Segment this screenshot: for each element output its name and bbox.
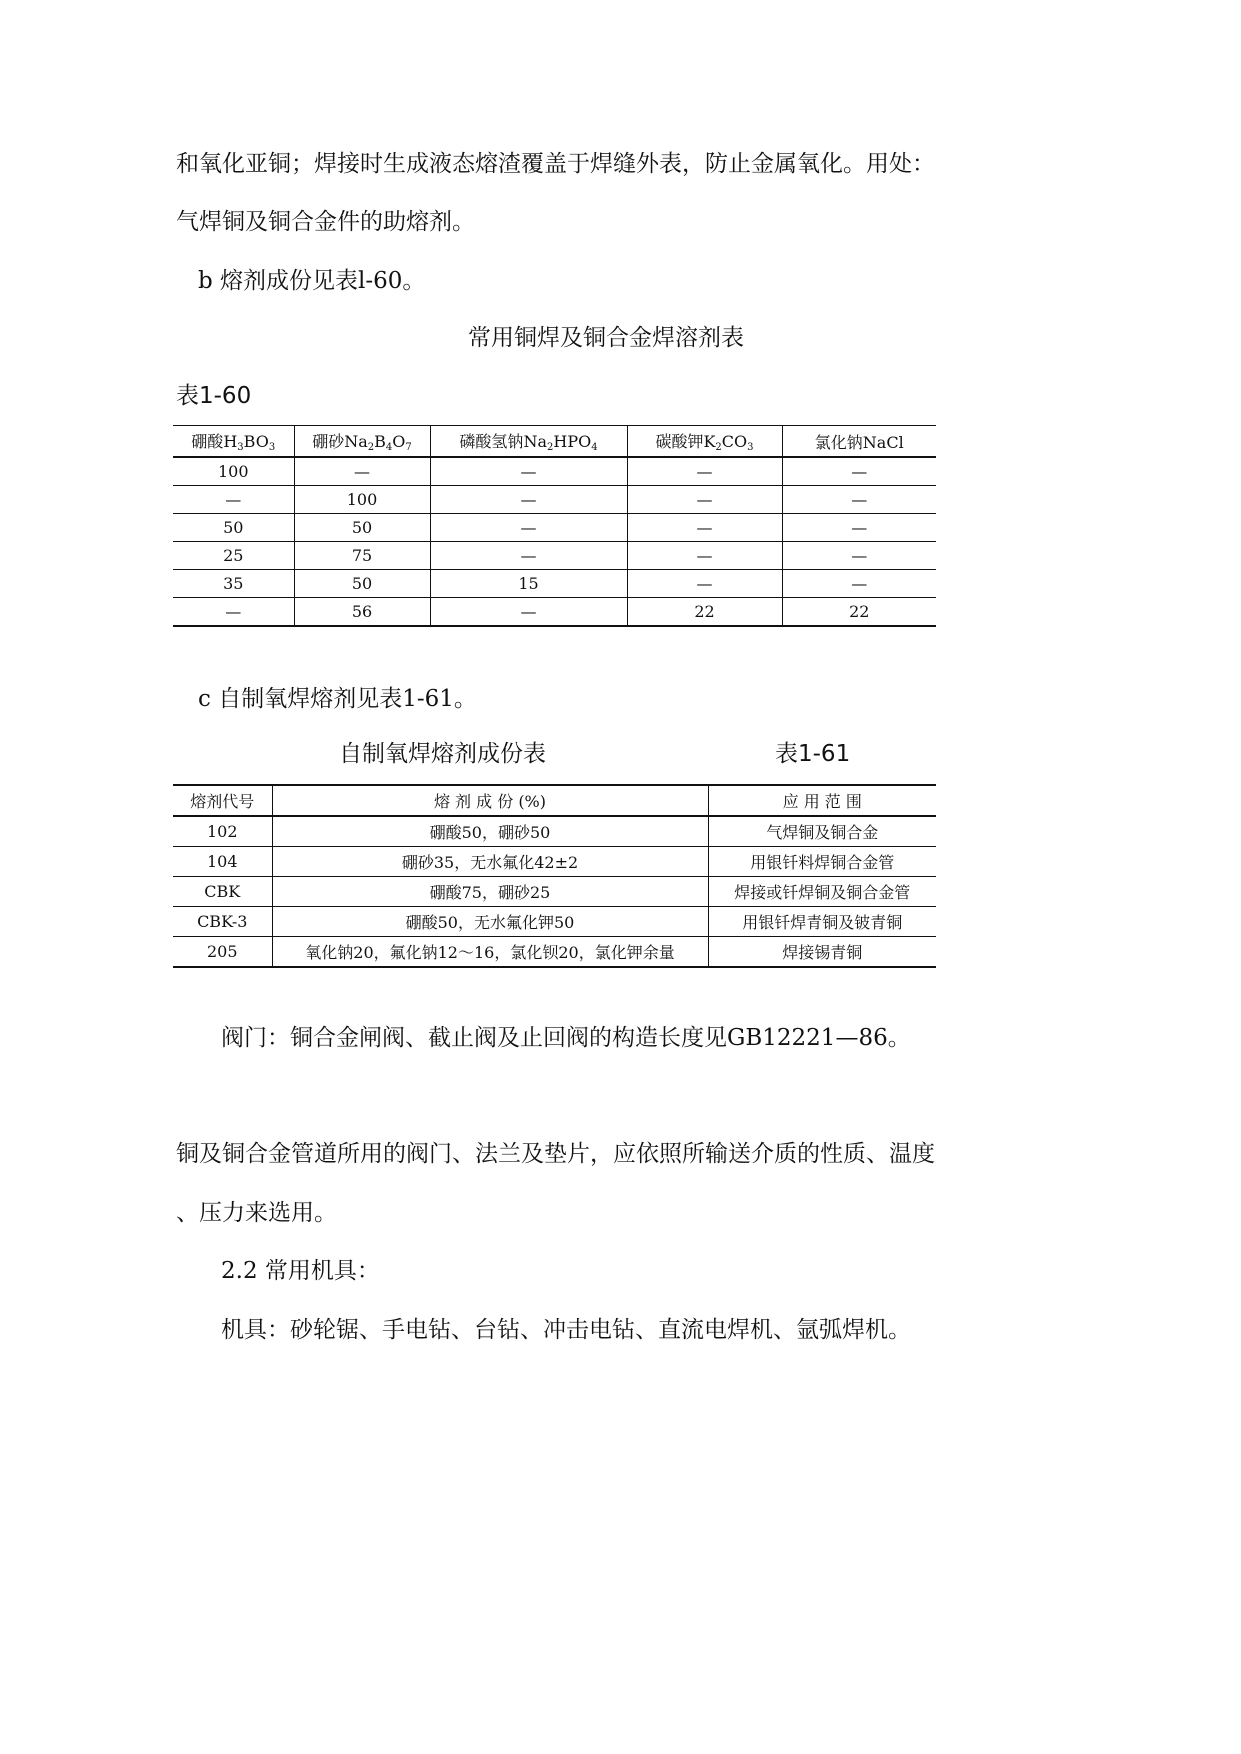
table-cell: 100 (173, 457, 294, 486)
table-1-61-header-row (173, 785, 936, 816)
table-1-60-header-cell (782, 426, 936, 458)
table-cell: — (430, 514, 627, 542)
table-1-60-header-cell (627, 426, 782, 458)
table-1-60-header-cell (430, 426, 627, 458)
header-formula-part: 3 (237, 442, 244, 453)
paragraph-line-6: 铜及铜合金管道所用的阀门、法兰及垫片，应依照所输送介质的性质、温度 (176, 1141, 935, 1167)
table-cell: 50 (173, 514, 294, 542)
paragraph-line-4: c 自制氧焊熔剂见表1-61。 (198, 686, 477, 712)
table-cell: — (627, 457, 782, 486)
table-cell: — (782, 570, 936, 598)
table-row (173, 514, 936, 542)
header-formula-part: K (703, 432, 716, 451)
table-1-61-header-cell: 熔剂代号 (173, 785, 272, 816)
table-cell: — (782, 542, 936, 570)
table-row (173, 877, 936, 907)
table-cell: 气焊铜及铜合金 (708, 816, 936, 847)
table-cell: 75 (294, 542, 430, 570)
paragraph-line-2: 气焊铜及铜合金件的助熔剂。 (176, 209, 475, 235)
table-cell: — (627, 514, 782, 542)
section-2-2-heading: 2.2 常用机具： (221, 1258, 380, 1284)
table-1-61-title: 自制氧焊熔剂成份表 (339, 741, 546, 767)
table-cell: — (782, 486, 936, 514)
table-cell: 硼酸75，硼砂25 (272, 877, 708, 907)
header-formula-part: 4 (591, 442, 598, 453)
header-formula-part: Na (344, 432, 368, 451)
header-formula-part: NaCl (862, 432, 904, 452)
table-row (173, 486, 936, 514)
table-cell: 56 (294, 598, 430, 627)
header-compound-name: 磷酸氢钠 (459, 432, 524, 451)
header-compound-name: 硼砂 (312, 432, 345, 451)
table-1-61-header-cell: 应 用 范 围 (708, 785, 936, 816)
header-formula-part: 2 (367, 442, 375, 453)
header-compound-name: 碳酸钾 (655, 432, 704, 451)
table-cell: 102 (173, 816, 272, 847)
table-1-60-title: 常用铜焊及铜合金焊溶剂表 (468, 325, 744, 351)
header-formula-part: BO (243, 432, 269, 451)
table-row (173, 598, 936, 627)
table-row (173, 457, 936, 486)
table-cell: — (430, 486, 627, 514)
table-cell: 22 (627, 598, 782, 627)
header-formula-part: Na (523, 432, 547, 451)
header-formula-part: 4 (385, 442, 393, 453)
table-row (173, 816, 936, 847)
table-cell: 35 (173, 570, 294, 598)
table-cell: 用银钎料焊铜合金管 (708, 847, 936, 877)
header-formula-part: CO (721, 432, 748, 451)
table-cell: — (782, 514, 936, 542)
table-cell: — (627, 542, 782, 570)
table-cell: 50 (294, 570, 430, 598)
header-formula-part: 2 (715, 442, 722, 453)
table-cell: 硼砂35，无水氟化42±2 (272, 847, 708, 877)
table-row (173, 937, 936, 968)
table-cell: 15 (430, 570, 627, 598)
table-cell: 氧化钠20，氟化钠12～16，氯化钡20，氯化钾余量 (272, 937, 708, 968)
table-1-60-header-cell (173, 426, 294, 458)
paragraph-line-3: b 熔剂成份见表l-60。 (198, 268, 426, 294)
table-cell: — (173, 486, 294, 514)
table-cell: — (782, 457, 936, 486)
table-cell: 104 (173, 847, 272, 877)
table-cell: — (430, 457, 627, 486)
table-cell: CBK-3 (173, 907, 272, 937)
table-cell: 22 (782, 598, 936, 627)
table-row (173, 907, 936, 937)
table-cell: 焊接锡青铜 (708, 937, 936, 968)
table-1-61 (173, 784, 936, 968)
table-row (173, 570, 936, 598)
table-1-61-label: 表1-61 (775, 741, 851, 767)
header-formula-part: 3 (268, 442, 276, 453)
header-formula-part: 3 (747, 442, 754, 453)
paragraph-line-1: 和氧化亚铜；焊接时生成液态熔渣覆盖于焊缝外表，防止金属氧化。用处： (176, 151, 935, 177)
table-cell: — (430, 542, 627, 570)
header-formula-part: 7 (405, 442, 412, 453)
table-cell: — (294, 457, 430, 486)
table-cell: — (627, 486, 782, 514)
header-compound-name: 硼酸 (191, 432, 224, 451)
table-row (173, 542, 936, 570)
paragraph-line-9: 机具：砂轮锯、手电钻、台钻、冲击电钻、直流电焊机、氩弧焊机。 (221, 1317, 911, 1343)
table-cell: 硼酸50，无水氟化钾50 (272, 907, 708, 937)
header-compound-name: 氯化钠 (814, 432, 863, 452)
table-1-60 (173, 425, 936, 627)
paragraph-line-5: 阀门：铜合金闸阀、截止阀及止回阀的构造长度见GB12221—86。 (221, 1025, 911, 1051)
table-cell: — (627, 570, 782, 598)
table-1-60-header-row (173, 426, 936, 458)
header-formula-part: B (374, 432, 386, 451)
table-cell: 用银钎焊青铜及铍青铜 (708, 907, 936, 937)
table-cell: 100 (294, 486, 430, 514)
table-cell: 焊接或钎焊铜及铜合金管 (708, 877, 936, 907)
table-cell: CBK (173, 877, 272, 907)
header-formula-part: 2 (546, 442, 554, 453)
table-1-61-header-cell: 熔 剂 成 份 (%) (272, 785, 708, 816)
header-formula-part: H (223, 432, 238, 451)
table-1-60-header-cell (294, 426, 430, 458)
table-cell: 205 (173, 937, 272, 968)
paragraph-line-7: 、压力来选用。 (176, 1200, 337, 1226)
table-row (173, 847, 936, 877)
header-formula-part: HPO (553, 432, 592, 451)
table-1-60-label: 表1-60 (176, 383, 252, 409)
table-cell: — (430, 598, 627, 627)
table-cell: — (173, 598, 294, 627)
table-cell: 硼酸50，硼砂50 (272, 816, 708, 847)
table-cell: 50 (294, 514, 430, 542)
table-cell: 25 (173, 542, 294, 570)
header-formula-part: O (392, 432, 406, 451)
